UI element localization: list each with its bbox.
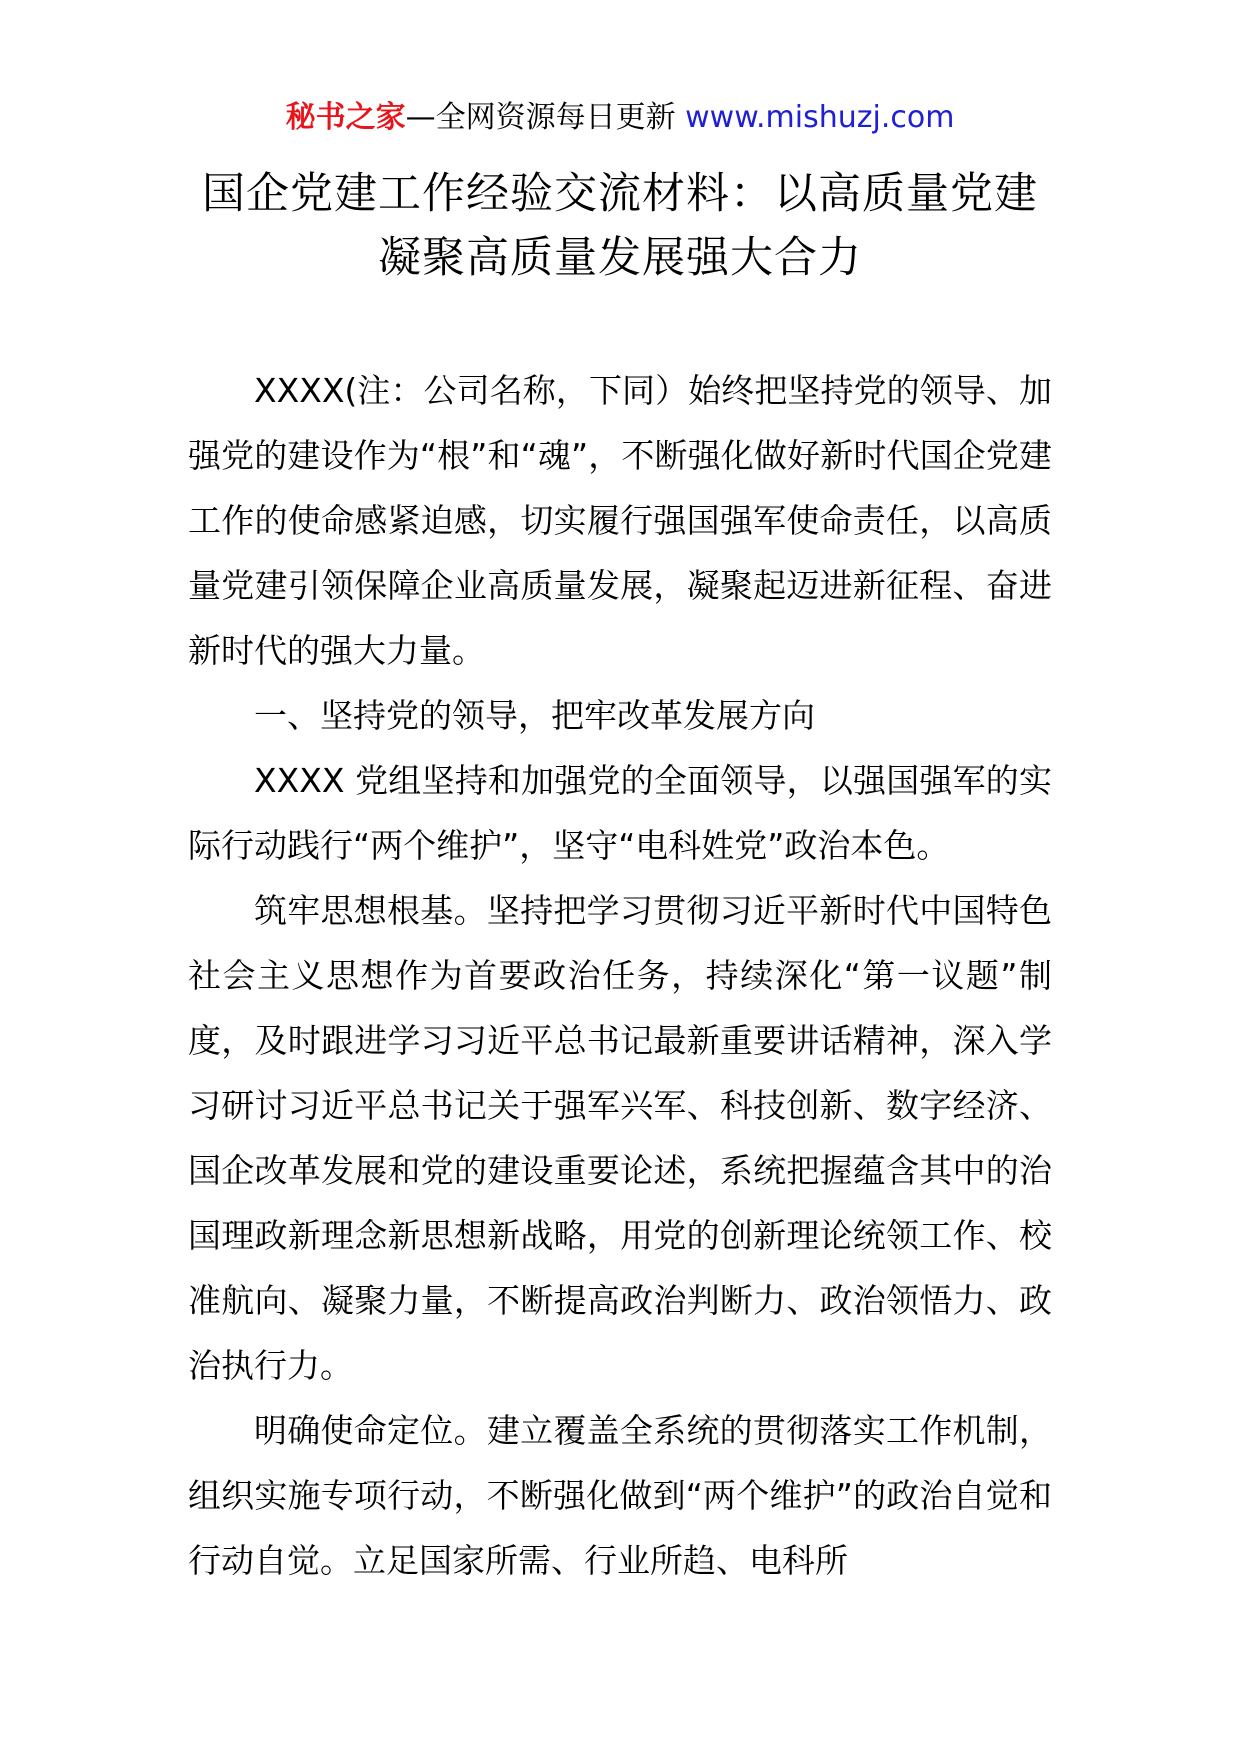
site-brand: 秘书之家: [285, 100, 406, 135]
document-body: [188, 358, 1052, 1593]
paragraph-intro: XXXX(注：公司名称，下同）始终把坚持党的领导、加强党的建设作为“根”和“魂”，不断强化做好新时代国企党建工作的使命感紧迫感，切实履行强国强军使命责任，以高质量党建引领保障企业高质量发展，凝聚起迈进新征程、奋进新时代的强大力量。: [188, 371, 1052, 670]
site-header: [0, 98, 1240, 138]
paragraph-party-leadership: XXXX 党组坚持和加强党的全面领导，以强国强军的实际行动践行“两个维护”，坚守“电科姓党”政治本色。: [188, 761, 1052, 865]
document-title: 国企党建工作经验交流材料：以高质量党建凝聚高质量发展强大合力: [202, 169, 1038, 283]
site-url-link[interactable]: www.mishuzj.com: [685, 100, 955, 135]
paragraph-mission-positioning: 明确使命定位。建立覆盖全系统的贯彻落实工作机制，组织实施专项行动，不断强化做到“两个维护”的政治自觉和行动自觉。立足国家所需、行业所趋、电科所: [188, 1411, 1052, 1580]
site-tagline: —全网资源每日更新: [405, 100, 686, 135]
paragraph-ideological-foundation: 筑牢思想根基。坚持把学习贯彻习近平新时代中国特色社会主义思想作为首要政治任务，持续深化“第一议题”制度，及时跟进学习习近平总书记最新重要讲话精神，深入学习研讨习近平总书记关于强军兴军、科技创新、数字经济、国企改革发展和党的建设重要论述，系统把握蕴含其中的治国理政新理念新思想新战略，用党的创新理论统领工作、校准航向、凝聚力量，不断提高政治判断力、政治领悟力、政治执行力。: [188, 891, 1052, 1385]
section-heading: 一、坚持党的领导，把牢改革发展方向: [254, 696, 815, 735]
